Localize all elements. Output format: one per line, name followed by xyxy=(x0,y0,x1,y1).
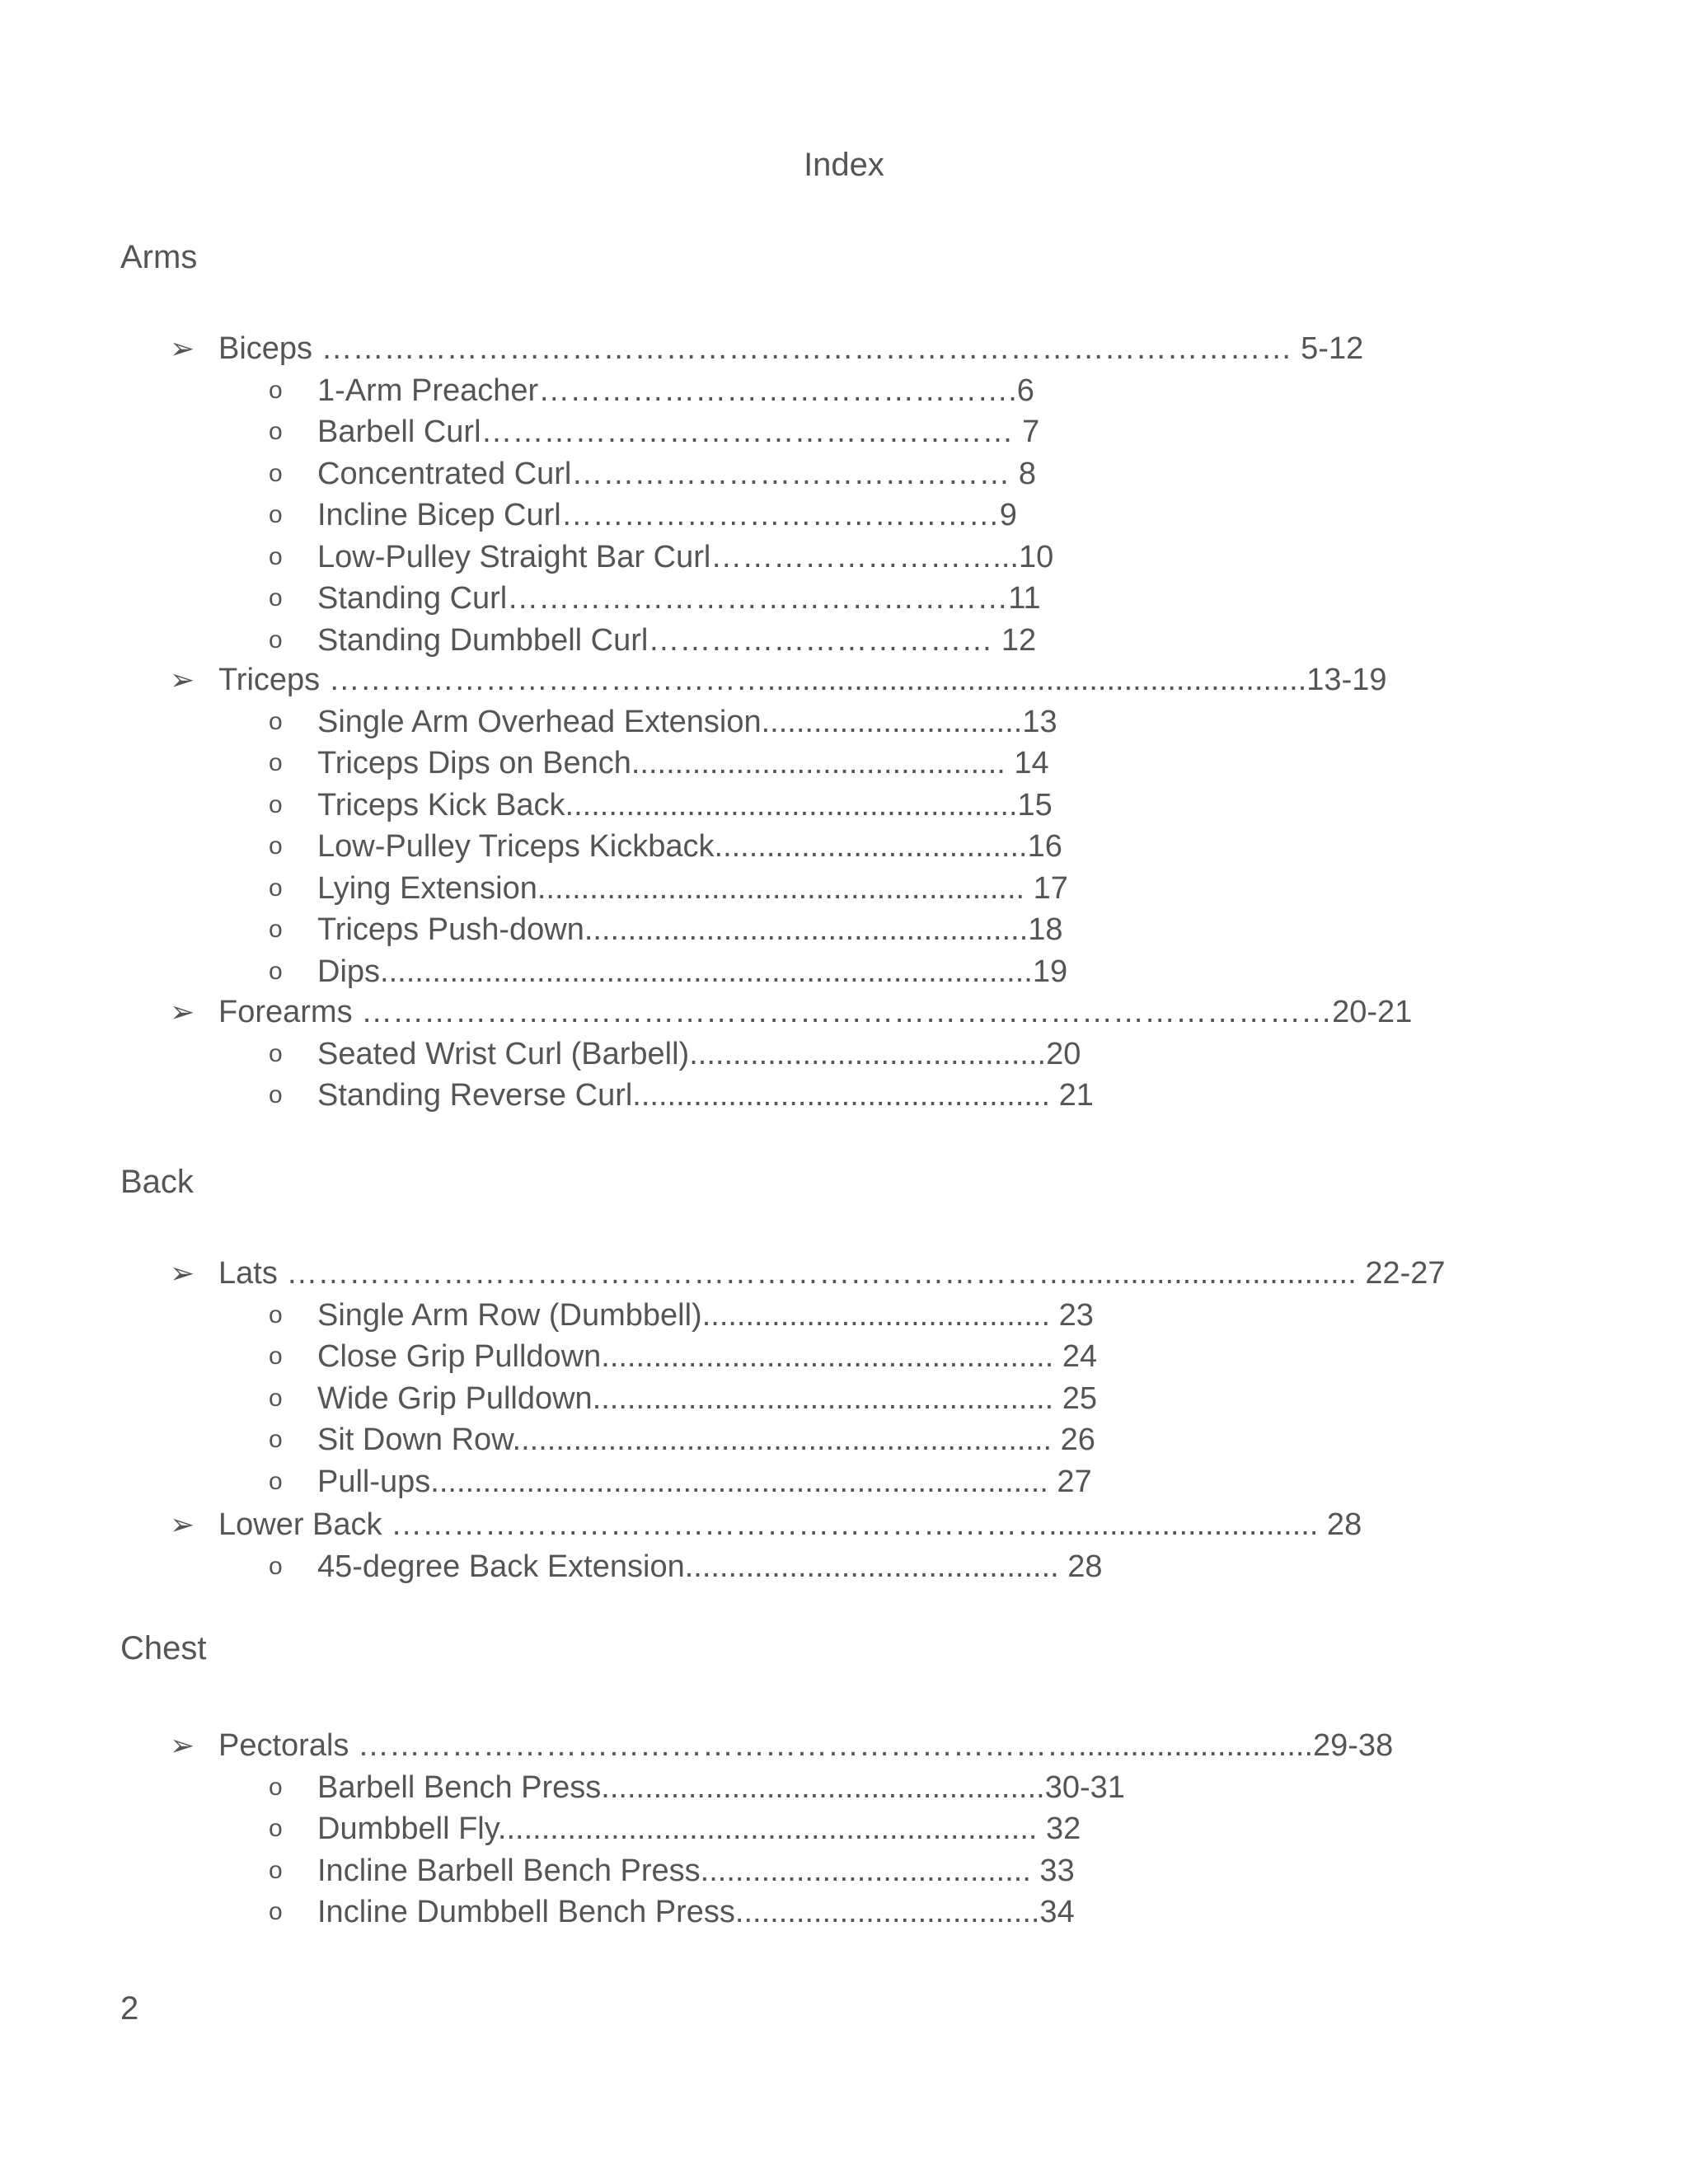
index-item-entry xyxy=(0,411,1688,452)
index-item-entry-text: Incline Dumbbell Bench Press...................................34 xyxy=(317,1895,1075,1929)
index-item-entry-text: Dumbbell Fly.............................................................. 32 xyxy=(317,1811,1081,1846)
index-item-entry xyxy=(0,1075,1688,1116)
index-group-entry xyxy=(0,1253,1688,1294)
index-group-entry-text: Triceps ……………………………………..............................................................13-19 xyxy=(218,663,1387,697)
circle-bullet-icon: o xyxy=(269,1552,283,1580)
arrow-bullet-icon: ➢ xyxy=(170,995,195,1029)
section-title-arms: Arms xyxy=(120,239,198,275)
arrow-bullet-icon: ➢ xyxy=(170,331,195,365)
index-item-entry xyxy=(0,1546,1688,1587)
arrow-bullet-icon: ➢ xyxy=(170,1507,195,1541)
circle-bullet-icon: o xyxy=(269,501,283,528)
index-item-entry-text: Barbell Bench Press...................................................30-31 xyxy=(317,1769,1125,1805)
index-item-entry xyxy=(0,1419,1688,1460)
index-item-entry xyxy=(0,620,1688,661)
circle-bullet-icon: o xyxy=(269,1384,283,1412)
index-item-entry-text: Standing Reverse Curl................................................ 21 xyxy=(317,1078,1094,1113)
page-number: 2 xyxy=(120,1990,139,2027)
index-item-entry-text: Standing Curl…………………………………………11 xyxy=(317,581,1041,616)
index-item-entry xyxy=(0,578,1688,619)
index-item-entry xyxy=(0,951,1688,992)
index-item-entry xyxy=(0,1033,1688,1075)
index-item-entry-text: Barbell Curl…………………………………………… 7 xyxy=(317,415,1040,449)
index-item-entry-text: Triceps Push-down...................................................18 xyxy=(317,912,1063,947)
section-title-chest: Chest xyxy=(120,1630,207,1666)
index-item-entry xyxy=(0,1378,1688,1419)
index-item-entry-text: Triceps Dips on Bench........................................... 14 xyxy=(317,746,1049,780)
circle-bullet-icon: o xyxy=(269,376,283,404)
index-item-entry-text: Single Arm Row (Dumbbell)........................................ 23 xyxy=(317,1297,1094,1333)
index-group-entry-text: Biceps ………………………………………………………………………………… 5-12 xyxy=(218,331,1364,366)
circle-bullet-icon: o xyxy=(269,1039,283,1067)
index-item-entry xyxy=(0,909,1688,950)
circle-bullet-icon: o xyxy=(269,1301,283,1329)
index-item-entry xyxy=(0,370,1688,411)
index-item-entry xyxy=(0,1767,1688,1808)
index-item-entry xyxy=(0,785,1688,826)
index-item-entry-text: Incline Bicep Curl……………………………………9 xyxy=(317,498,1017,532)
index-item-entry-text: Dips...........................................................................19 xyxy=(317,954,1068,989)
index-item-entry xyxy=(0,453,1688,494)
index-item-entry-text: Lying Extension........................................................ 17 xyxy=(317,870,1068,906)
section-title-back: Back xyxy=(120,1164,194,1200)
index-item-entry-text: Incline Barbell Bench Press...................................... 33 xyxy=(317,1853,1075,1888)
circle-bullet-icon: o xyxy=(269,1856,283,1884)
arrow-bullet-icon: ➢ xyxy=(170,663,195,696)
index-item-entry-text: Wide Grip Pulldown..................................................... 25 xyxy=(317,1380,1098,1416)
circle-bullet-icon: o xyxy=(269,916,283,943)
index-item-entry-text: Pull-ups....................................................................... 27 xyxy=(317,1464,1092,1499)
circle-bullet-icon: o xyxy=(269,542,283,570)
index-item-entry xyxy=(0,1336,1688,1377)
index-group-entry xyxy=(0,659,1688,701)
page-title: Index xyxy=(804,147,884,183)
index-item-entry-text: Close Grip Pulldown.................................................... 24 xyxy=(317,1339,1098,1374)
arrow-bullet-icon: ➢ xyxy=(170,1728,195,1762)
index-group-entry-text: Forearms …………………………………………………………………………………20-21 xyxy=(218,995,1413,1029)
circle-bullet-icon: o xyxy=(269,790,283,818)
index-item-entry xyxy=(0,701,1688,743)
index-item-entry xyxy=(0,1850,1688,1891)
index-item-entry-text: Single Arm Overhead Extension..............................13 xyxy=(317,704,1057,739)
index-item-entry-text: Low-Pulley Triceps Kickback....................................16 xyxy=(317,829,1062,864)
index-item-entry-text: Seated Wrist Curl (Barbell).........................................20 xyxy=(317,1036,1081,1071)
circle-bullet-icon: o xyxy=(269,1773,283,1801)
circle-bullet-icon: o xyxy=(269,1426,283,1453)
index-item-entry xyxy=(0,1891,1688,1933)
index-item-entry-text: Triceps Kick Back....................................................15 xyxy=(317,787,1053,823)
index-item-entry xyxy=(0,1461,1688,1502)
index-item-entry-text: 1-Arm Preacher……………………………………….6 xyxy=(317,373,1034,408)
index-group-entry-text: Pectorals ……………………………………………………………...........................29-38 xyxy=(218,1728,1394,1763)
index-item-entry xyxy=(0,826,1688,867)
index-group-entry xyxy=(0,328,1688,369)
index-item-entry xyxy=(0,868,1688,909)
circle-bullet-icon: o xyxy=(269,1815,283,1842)
index-group-entry xyxy=(0,991,1688,1033)
index-item-entry-text: 45-degree Back Extension........................................... 28 xyxy=(317,1549,1103,1584)
index-item-entry-text: Sit Down Row.............................................................. 26 xyxy=(317,1422,1095,1457)
index-item-entry xyxy=(0,1808,1688,1849)
index-item-entry-text: Low-Pulley Straight Bar Curl………………………...10 xyxy=(317,539,1054,574)
circle-bullet-icon: o xyxy=(269,957,283,985)
index-item-entry xyxy=(0,1295,1688,1336)
circle-bullet-icon: o xyxy=(269,707,283,735)
index-item-entry xyxy=(0,537,1688,578)
circle-bullet-icon: o xyxy=(269,584,283,612)
circle-bullet-icon: o xyxy=(269,1898,283,1925)
circle-bullet-icon: o xyxy=(269,749,283,776)
circle-bullet-icon: o xyxy=(269,1467,283,1495)
circle-bullet-icon: o xyxy=(269,1081,283,1108)
circle-bullet-icon: o xyxy=(269,626,283,654)
index-group-entry-text: Lower Back ………………………………………………………............................... 28 xyxy=(218,1507,1362,1542)
circle-bullet-icon: o xyxy=(269,1343,283,1370)
index-item-entry-text: Standing Dumbbell Curl…………………………… 12 xyxy=(317,622,1037,658)
arrow-bullet-icon: ➢ xyxy=(170,1256,195,1290)
circle-bullet-icon: o xyxy=(269,418,283,445)
circle-bullet-icon: o xyxy=(269,874,283,902)
circle-bullet-icon: o xyxy=(269,459,283,487)
circle-bullet-icon: o xyxy=(269,832,283,860)
index-item-entry xyxy=(0,743,1688,784)
index-group-entry xyxy=(0,1725,1688,1766)
index-group-entry-text: Lats …………………………………………………………………................................. 22-27 xyxy=(218,1256,1446,1291)
index-item-entry-text: Concentrated Curl…………………………………… 8 xyxy=(317,456,1037,491)
index-item-entry xyxy=(0,494,1688,536)
index-group-entry xyxy=(0,1504,1688,1545)
